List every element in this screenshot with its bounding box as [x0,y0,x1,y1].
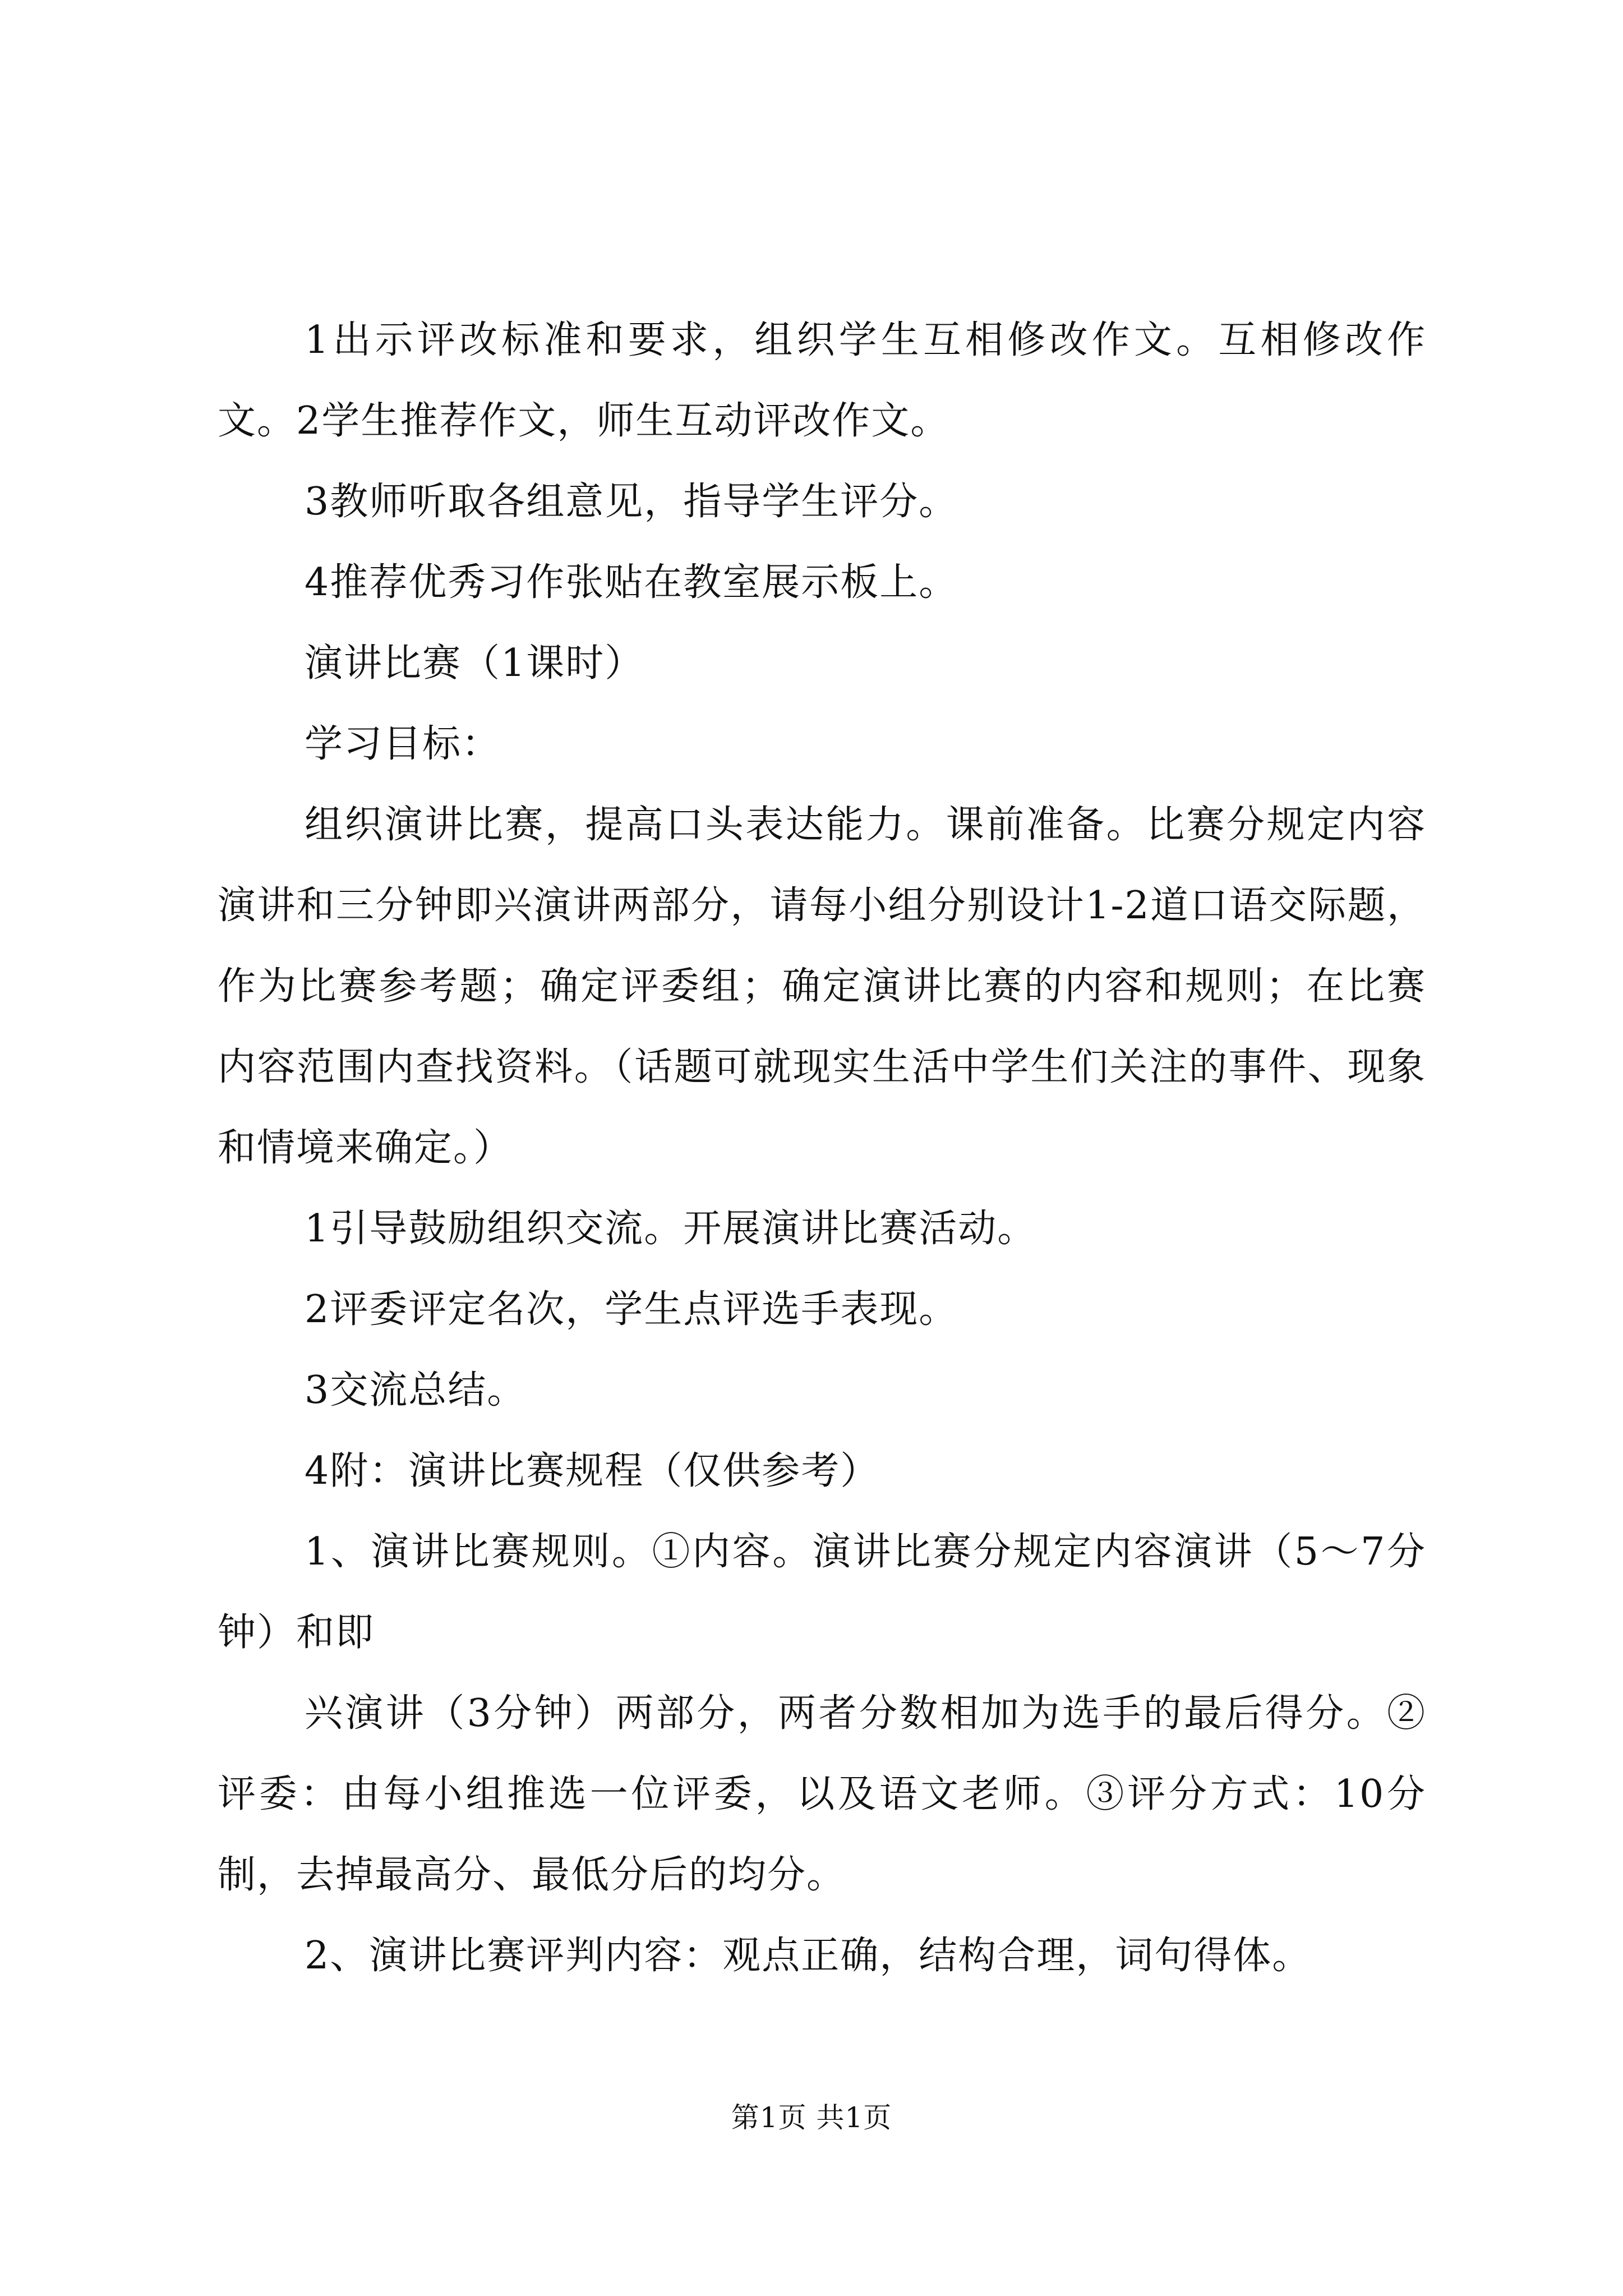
paragraph-rule-scoring: 兴演讲（3分钟）两部分，两者分数相加为选手的最后得分。②评委：由每小组推选一位评委，以及语文老师。③评分方式：10分制，去掉最高分、最低分后的均分。 [218,1691,1427,1897]
paragraph-contest-preparation: 组织演讲比赛，提高口头表达能力。课前准备。比赛分规定内容演讲和三分钟即兴演讲两部分，请每小组分别设计1-2道口语交际题，作为比赛参考题；确定评委组；确定演讲比赛的内容和规则；在比赛内容范围内查找资料。（话题可就现实生活中学生们关注的事件、现象和情境来确定。） [218,803,1426,1170]
section-heading-speech-contest: 演讲比赛（1课时） [305,641,644,685]
paragraph-judges-ranking: 2评委评定名次，学生点评选手表现。 [305,1287,958,1332]
paragraph-summary: 3交流总结。 [305,1368,527,1412]
paragraph-judging-criteria: 2、演讲比赛评判内容：观点正确，结构合理，词句得体。 [305,1934,1312,1978]
paragraph-guide-exchange: 1引导鼓励组织交流。开展演讲比赛活动。 [305,1207,1037,1251]
page-footer [0,2101,1623,2134]
learning-objectives-heading: 学习目标： [305,722,501,766]
page-number-label: 第1页 共1页 [731,2101,892,2134]
paragraph-rule-content: 1、演讲比赛规则。①内容。演讲比赛分规定内容演讲（5～7分钟）和即 [218,1530,1426,1655]
paragraph-teacher-guidance: 3教师听取各组意见，指导学生评分。 [305,480,958,524]
paragraph-display-board: 4推荐优秀习作张贴在教室展示板上。 [305,560,958,605]
paragraph-appendix-rules: 4附：演讲比赛规程（仅供参考） [305,1449,880,1493]
paragraph-peer-review: 1出示评改标准和要求，组织学生互相修改作文。互相修改作文。2学生推荐作文，师生互动评改作文。 [218,318,1426,443]
document-body [218,300,1426,1996]
